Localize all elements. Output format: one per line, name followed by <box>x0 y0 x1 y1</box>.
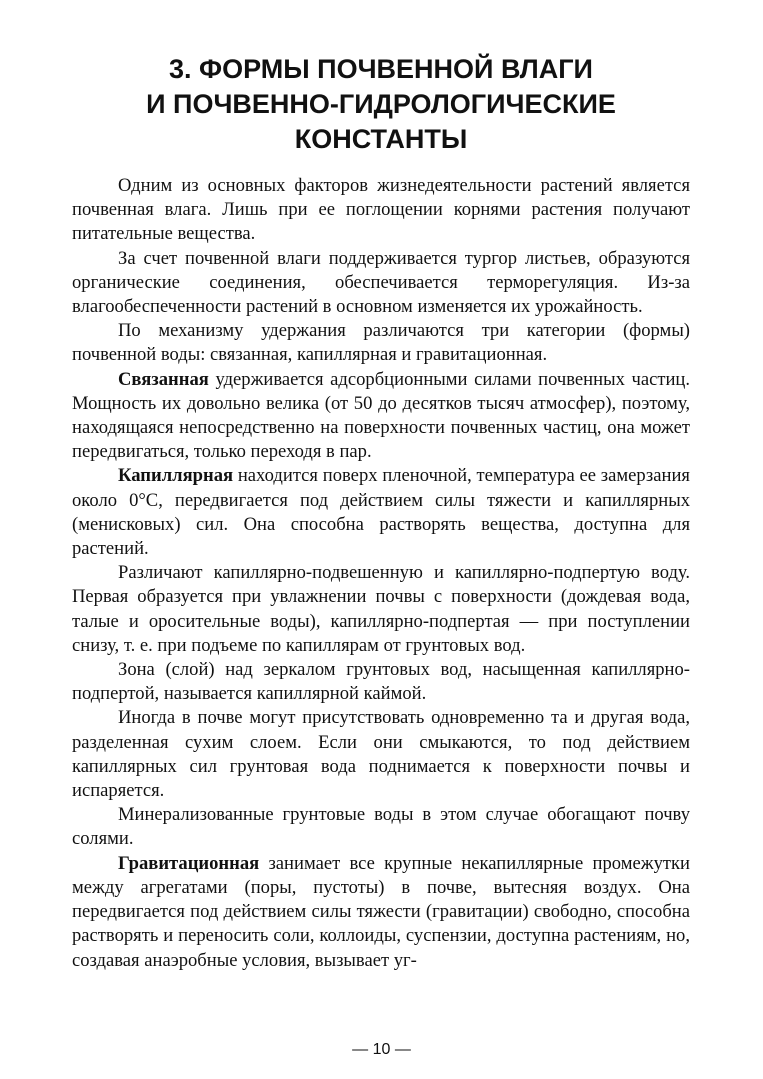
paragraph <box>72 464 690 561</box>
chapter-title-line: И ПОЧВЕННО-ГИДРОЛОГИЧЕСКИЕ <box>146 89 616 119</box>
chapter-title-line: 3. ФОРМЫ ПОЧВЕННОЙ ВЛАГИ <box>169 54 593 84</box>
paragraph <box>72 247 690 320</box>
paragraph <box>72 368 690 465</box>
paragraph <box>72 803 690 851</box>
paragraph <box>72 658 690 706</box>
paragraph-text: занимает все крупные некапиллярные промежутки между агрегатами (поры, пустоты) в почве, вытесняя воздух. Она передвигается под действием силы тяжести (гравитации) свободно, способна растворять и переносить соли, коллоиды, суспензии, доступна растениям, но, создавая анаэробные условия, вызывает уг- <box>72 852 690 971</box>
chapter-title <box>72 52 690 157</box>
paragraph-text: Одним из основных факторов жизнедеятельности растений является почвенная влага. Лишь при ее поглощении корнями растения получают питательные вещества. <box>72 175 690 245</box>
paragraph-text: находится поверх пленочной, температура ее замерзания около 0°C, передвигается под действием силы тяжести и капиллярных (менисковых) сил. Она способна растворять вещества, доступна для растений. <box>72 465 690 560</box>
paragraph-text: За счет почвенной влаги поддерживается тургор листьев, образуются органические соединения, обеспечивается терморегуляция. Из-за влагообеспеченности растений в основном изменяется их урожайность. <box>72 247 690 318</box>
term-gravitational-water: Гравитационная <box>118 852 260 874</box>
paragraph <box>72 706 690 803</box>
paragraph <box>72 852 690 973</box>
chapter-title-line: КОНСТАНТЫ <box>294 124 468 154</box>
term-bound-water: Связанная <box>118 368 209 390</box>
paragraph <box>72 319 690 367</box>
page-number: — 10 — <box>352 1041 411 1058</box>
paragraph-text: Иногда в почве могут присутствовать одновременно та и другая вода, разделенная сухим слоем. Если они смыкаются, то под действием капиллярных сил грунтовая вода поднимается к поверхности почвы и испаряется. <box>72 707 690 802</box>
paragraph-text: Различают капиллярно-подвешенную и капиллярно-подпертую воду. Первая образуется при увлажнении почвы с поверхности (дождевая вода, талые и оросительные воды), капиллярно-подпертая — при поступлении снизу, т. е. при подъеме по капиллярам от грунтовых вод. <box>72 562 690 656</box>
term-capillary-water: Капиллярная <box>118 465 234 487</box>
paragraph <box>72 561 690 658</box>
paragraph-text: Зона (слой) над зеркалом грунтовых вод, насыщенная капиллярно-подпертой, называется капиллярной каймой. <box>72 659 690 705</box>
body-text <box>72 174 690 973</box>
paragraph-text: удерживается адсорбционными силами почвенных частиц. Мощность их довольно велика (от 50 до десятков тысяч атмосфер), поэтому, находящаяся непосредственно на поверхности почвенных частиц, она может передвигаться, только переходя в пар. <box>72 368 690 463</box>
paragraph-text: Минерализованные грунтовые воды в этом случае обогащают почву солями. <box>72 804 690 850</box>
paragraph <box>72 174 690 247</box>
paragraph-text: По механизму удержания различаются три категории (формы) почвенной воды: связанная, капиллярная и гравитационная. <box>72 320 690 366</box>
